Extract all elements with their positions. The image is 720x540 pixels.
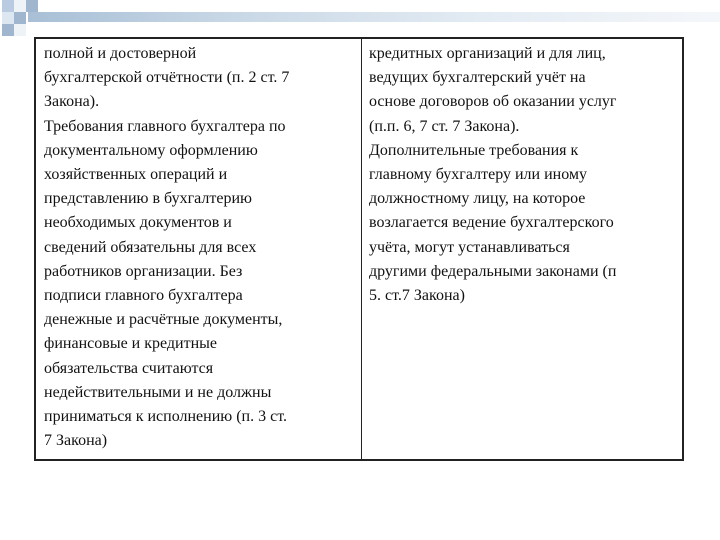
text-line: представлению в бухгалтерию: [44, 190, 252, 208]
text-line: сведений обязательны для всех: [44, 238, 257, 256]
text-line: обязательства считаются: [44, 359, 214, 377]
text-line: должностному лицу, на которое: [369, 190, 586, 208]
text-line: Требования главного бухгалтера по: [44, 117, 286, 135]
text-line: кредитных организаций и для лиц,: [369, 45, 606, 62]
text-line: подписи главного бухгалтера: [44, 287, 243, 305]
corner-square: [2, 12, 14, 24]
corner-square: [14, 12, 26, 24]
text-line: основе договоров об оказании услуг: [369, 93, 617, 111]
text-line: другими федеральными законами (п: [369, 262, 617, 280]
text-line: финансовые и кредитные: [44, 335, 217, 353]
text-line: работников организации. Без: [44, 262, 243, 280]
corner-square: [14, 0, 26, 12]
text-line: учёта, могут устанавливаться: [369, 238, 570, 256]
text-line: полной и достоверной: [44, 45, 197, 62]
text-line: документальному оформлению: [44, 141, 258, 159]
text-line: бухгалтерской отчётности (п. 2 ст. 7: [44, 69, 290, 87]
text-line: 5. ст.7 Закона): [369, 287, 465, 305]
text-line: денежные и расчётные документы,: [44, 311, 283, 329]
left-column: [36, 39, 362, 459]
corner-square: [2, 24, 14, 36]
corner-square: [26, 0, 38, 12]
text-line: (п.п. 6, 7 ст. 7 Закона).: [369, 117, 520, 135]
text-line: приниматься к исполнению (п. 3 ст.: [44, 408, 287, 426]
text-line: ведущих бухгалтерский учёт на: [369, 69, 586, 87]
text-line: хозяйственных операций и: [44, 166, 228, 184]
header-gradient-bar: [28, 12, 720, 22]
text-line: Дополнительные требования к: [369, 141, 579, 159]
text-line: главному бухгалтеру или иному: [369, 166, 588, 184]
text-line: недействительными и не должны: [44, 383, 272, 401]
corner-square: [14, 24, 26, 36]
text-line: Закона).: [44, 93, 100, 111]
text-line: 7 Закона): [44, 432, 108, 450]
text-line: возлагается ведение бухгалтерского: [369, 214, 614, 232]
content-table: [34, 37, 684, 461]
corner-square: [2, 0, 14, 12]
text-line: необходимых документов и: [44, 214, 232, 232]
right-column: [362, 39, 682, 459]
